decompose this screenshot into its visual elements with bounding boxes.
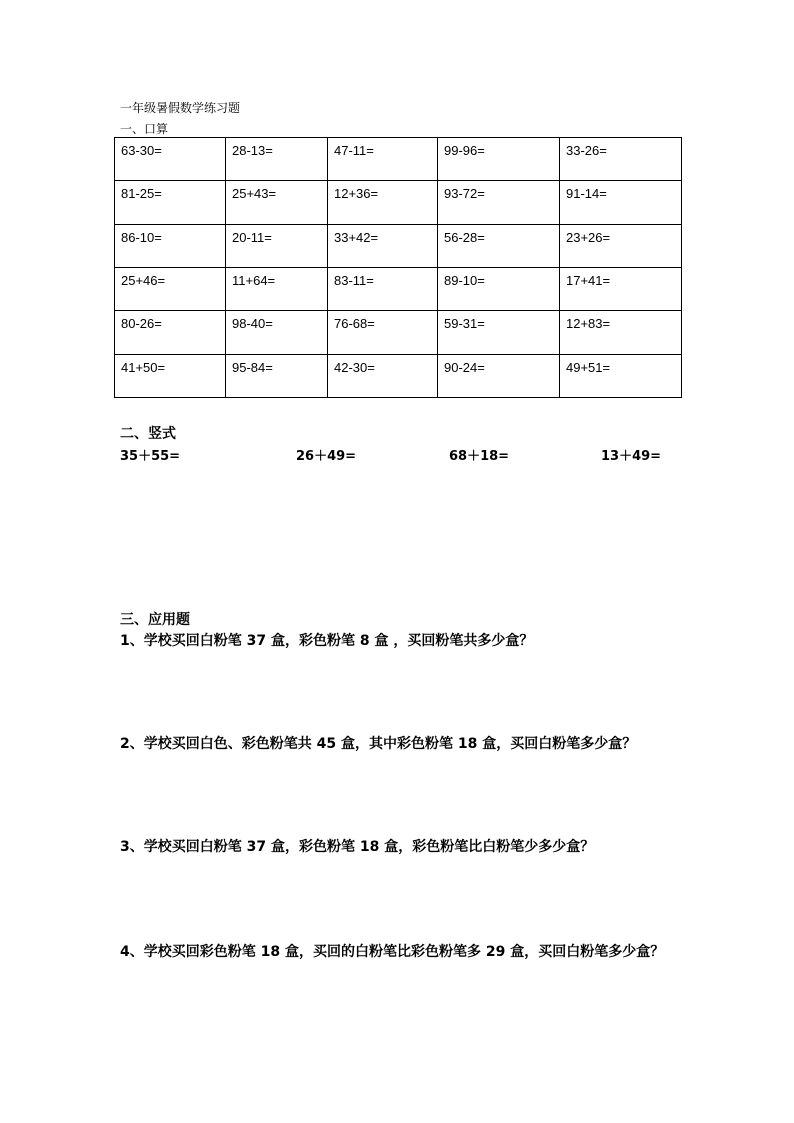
table-cell: 93-72=: [438, 181, 560, 224]
word-problem-4: 4、学校买回彩色粉笔 18 盒，买回的白粉笔比彩色粉笔多 29 盒，买回白粉笔多少盒？: [120, 944, 665, 960]
table-cell: 28-13=: [226, 138, 328, 181]
table-cell: 83-11=: [328, 267, 438, 310]
table-row: [115, 267, 682, 310]
table-row: [115, 138, 682, 181]
table-cell: 42-30=: [328, 354, 438, 397]
vertical-item-2: 26＋49=: [296, 449, 357, 464]
table-cell: 80-26=: [115, 311, 226, 354]
table-cell: 98-40=: [226, 311, 328, 354]
table-cell: 11+64=: [226, 267, 328, 310]
word-problem-2: 2、学校买回白色、彩色粉笔共 45 盒，其中彩色粉笔 18 盒，买回白粉笔多少盒？: [120, 736, 637, 752]
word-problem-3: 3、学校买回白粉笔 37 盒，彩色粉笔 18 盒，彩色粉笔比白粉笔少多少盒？: [120, 839, 595, 855]
table-cell: 90-24=: [438, 354, 560, 397]
table-cell: 63-30=: [115, 138, 226, 181]
table-cell: 89-10=: [438, 267, 560, 310]
table-cell: 17+41=: [560, 267, 682, 310]
table-cell: 86-10=: [115, 224, 226, 267]
table-cell: 20-11=: [226, 224, 328, 267]
table-cell: 25+46=: [115, 267, 226, 310]
section-3-title: 三、应用题: [120, 612, 190, 628]
section-2-title: 二、竖式: [120, 426, 176, 442]
table-row: [115, 181, 682, 224]
table-cell: 23+26=: [560, 224, 682, 267]
table-cell: 59-31=: [438, 311, 560, 354]
table-cell: 25+43=: [226, 181, 328, 224]
document-title: 一年级暑假数学练习题: [120, 101, 241, 115]
table-row: [115, 224, 682, 267]
vertical-item-1: 35＋55=: [120, 449, 181, 464]
table-cell: 81-25=: [115, 181, 226, 224]
table-cell: 95-84=: [226, 354, 328, 397]
vertical-item-3: 68＋18=: [449, 449, 510, 464]
table-cell: 91-14=: [560, 181, 682, 224]
table-cell: 76-68=: [328, 311, 438, 354]
word-problem-1: 1、学校买回白粉笔 37 盒，彩色粉笔 8 盒 ，买回粉笔共多少盒？: [120, 633, 534, 649]
table-cell: 33+42=: [328, 224, 438, 267]
table-cell: 99-96=: [438, 138, 560, 181]
table-cell: 12+83=: [560, 311, 682, 354]
table-cell: 47-11=: [328, 138, 438, 181]
table-row: [115, 354, 682, 397]
vertical-item-4: 13＋49=: [601, 449, 662, 464]
table-cell: 12+36=: [328, 181, 438, 224]
section-1-title: 一、口算: [120, 122, 169, 136]
oral-calculation-table: [114, 137, 682, 398]
table-cell: 49+51=: [560, 354, 682, 397]
table-cell: 56-28=: [438, 224, 560, 267]
table-cell: 33-26=: [560, 138, 682, 181]
table-cell: 41+50=: [115, 354, 226, 397]
table-row: [115, 311, 682, 354]
